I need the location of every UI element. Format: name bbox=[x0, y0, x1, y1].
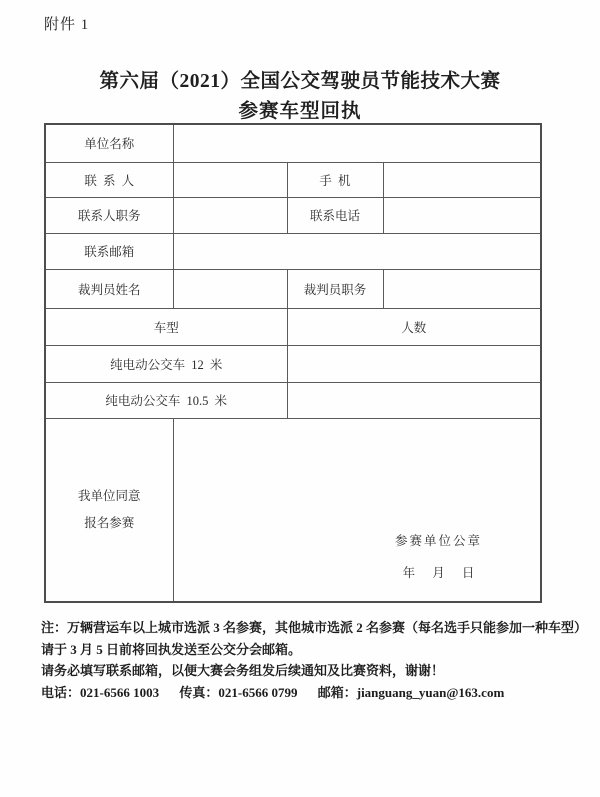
vehicle-type-header: 车型 bbox=[45, 308, 287, 345]
fax-label: 传真： bbox=[179, 684, 219, 700]
contact-person-label: 联 系 人 bbox=[45, 162, 173, 197]
row-contact-email bbox=[45, 233, 541, 269]
date-label: 年 月 日 bbox=[402, 566, 475, 580]
phone-label: 电话： bbox=[41, 684, 81, 700]
note-contact-line bbox=[41, 682, 587, 704]
fax-number: 021-6566 0799 bbox=[218, 684, 298, 700]
notes-section bbox=[41, 617, 587, 703]
document-title: 第六届（2021）全国公交驾驶员节能技术大赛 bbox=[99, 71, 501, 92]
document-subtitle: 参赛车型回执 bbox=[238, 101, 362, 122]
row-vehicle-10-5m bbox=[45, 382, 541, 418]
attachment-label: 附件 1 bbox=[44, 17, 90, 33]
contact-person-value-cell bbox=[173, 162, 287, 197]
contact-title-label: 联系人职务 bbox=[45, 197, 173, 233]
note-line-3: 请务必填写联系邮箱，以便大赛会务组发后续通知及比赛资料，谢谢！ bbox=[41, 663, 445, 678]
referee-title-label: 裁判员职务 bbox=[287, 269, 383, 308]
unit-name-value-cell bbox=[173, 124, 541, 162]
note-line-1: 注：万辆营运车以上城市选派 3 名参赛，其他城市选派 2 名参赛（每名选手只能参加一种车型） bbox=[41, 620, 588, 635]
vehicle-10-5m-count-cell bbox=[287, 382, 541, 418]
row-vehicle-12m bbox=[45, 345, 541, 382]
row-vehicle-header bbox=[45, 308, 541, 345]
contact-email-value-cell bbox=[173, 233, 541, 269]
people-count-header: 人数 bbox=[287, 308, 541, 345]
contact-phone-value-cell bbox=[383, 197, 541, 233]
mobile-label: 手 机 bbox=[287, 162, 383, 197]
unit-name-label: 单位名称 bbox=[45, 124, 173, 162]
email-label: 邮箱： bbox=[317, 684, 357, 700]
referee-name-value-cell bbox=[173, 269, 287, 308]
agreement-line-1: 我单位同意 bbox=[77, 488, 141, 503]
row-contact-person bbox=[45, 162, 541, 197]
note-line-2: 请于 3 月 5 日前将回执发送至公交分会邮箱。 bbox=[41, 641, 302, 657]
agreement-line-2: 报名参赛 bbox=[84, 515, 135, 530]
contact-phone-label: 联系电话 bbox=[287, 197, 383, 233]
registration-form-table bbox=[44, 123, 542, 603]
contact-email-label: 联系邮箱 bbox=[45, 233, 173, 269]
row-agreement bbox=[45, 418, 541, 602]
referee-name-label: 裁判员姓名 bbox=[45, 269, 173, 308]
row-contact-title bbox=[45, 197, 541, 233]
row-unit-name bbox=[45, 124, 541, 162]
stamp-label: 参赛单位公章 bbox=[394, 534, 482, 548]
vehicle-12m-count-cell bbox=[287, 345, 541, 382]
phone-number: 021-6566 1003 bbox=[80, 684, 160, 700]
stamp-area-cell bbox=[173, 418, 541, 602]
stamp-block bbox=[395, 531, 482, 581]
mobile-value-cell bbox=[383, 162, 541, 197]
referee-title-value-cell bbox=[383, 269, 541, 308]
agreement-label-cell bbox=[45, 418, 173, 602]
email-address: jianguang_yuan@163.com bbox=[356, 684, 505, 700]
row-referee bbox=[45, 269, 541, 308]
vehicle-10-5m-label: 纯电动公交车 10.5 米 bbox=[45, 382, 287, 418]
vehicle-12m-label: 纯电动公交车 12 米 bbox=[45, 345, 287, 382]
contact-title-value-cell bbox=[173, 197, 287, 233]
